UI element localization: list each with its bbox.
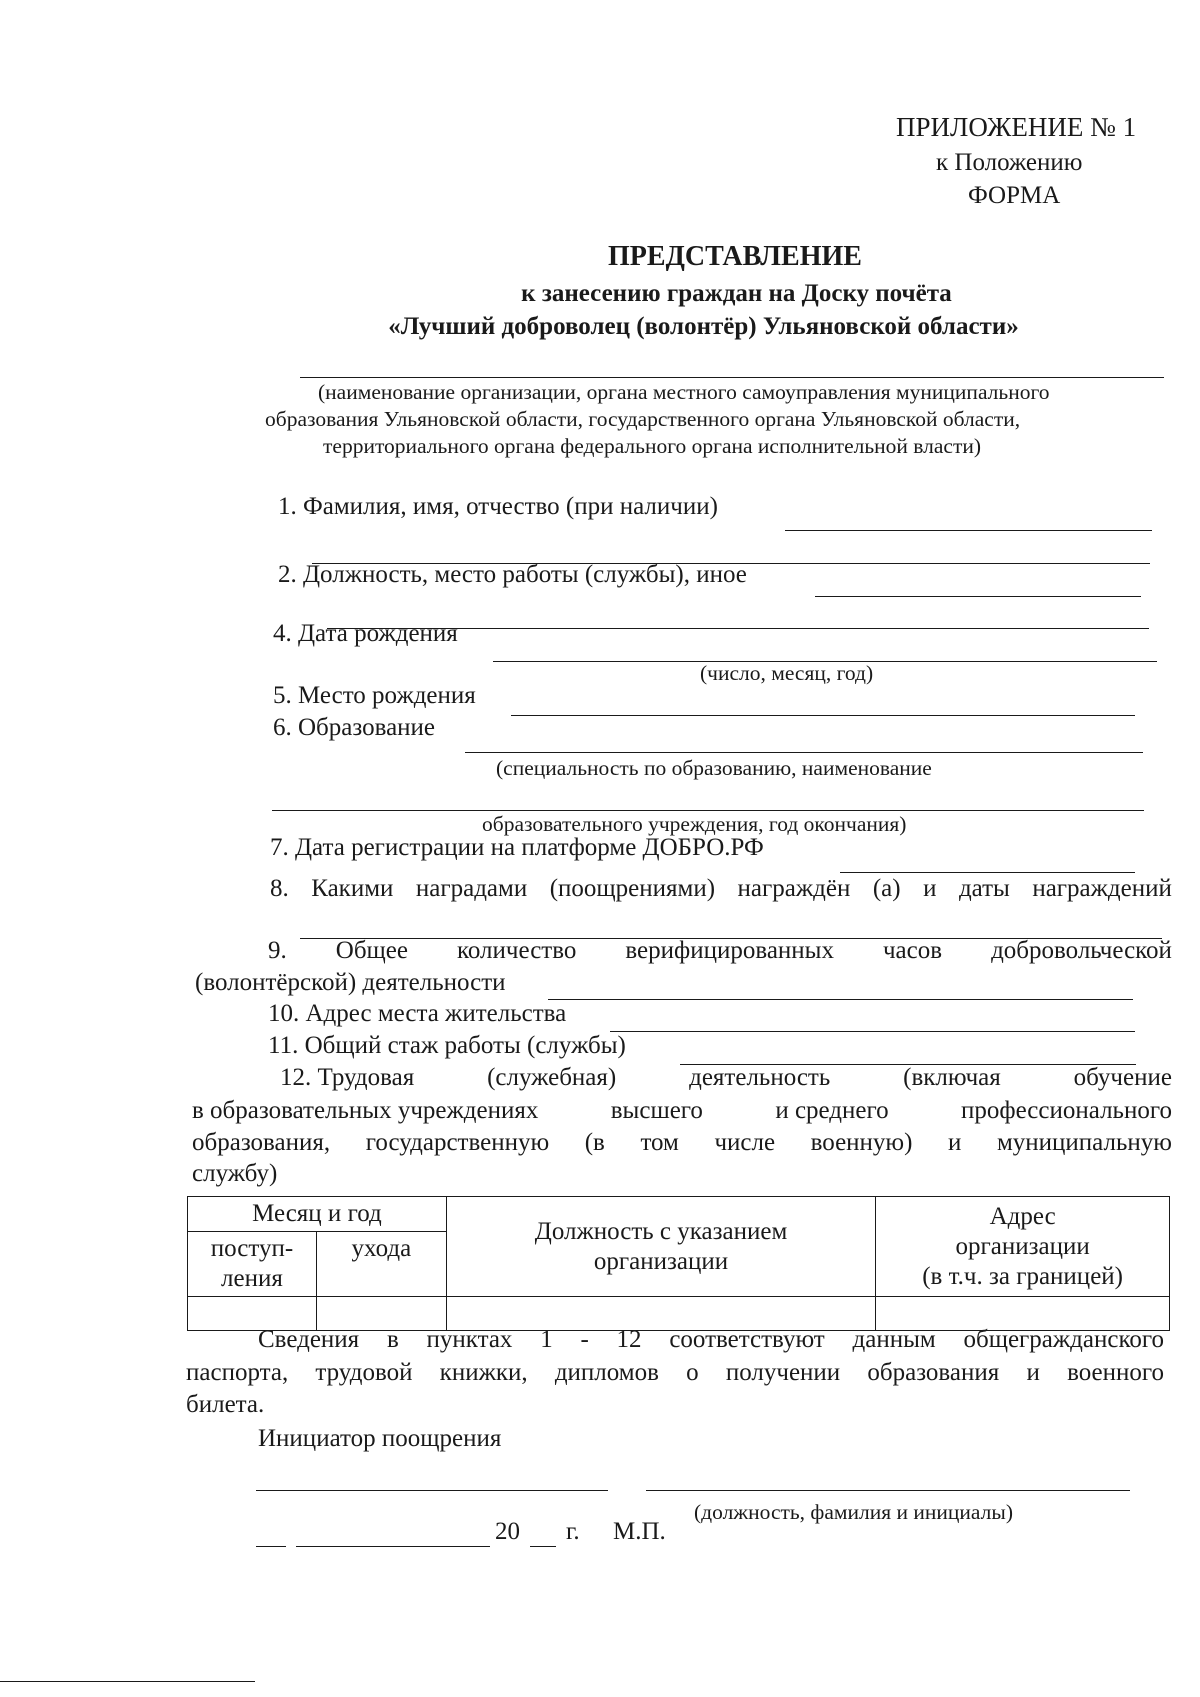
field-8-word: (а) [872, 875, 901, 902]
field-12-word: государственную [365, 1129, 550, 1156]
position-header [446, 1197, 875, 1297]
footnote-separator [0, 1681, 255, 1682]
field-2-label: 2. Должность, место работы (службы), иное [278, 561, 747, 588]
field-6-hint-2: образовательного учреждения, год окончания) [482, 812, 907, 836]
field-8-word: наградами [415, 875, 528, 902]
date-year-prefix: 20 [495, 1518, 520, 1545]
date-month-line[interactable] [296, 1546, 490, 1547]
field-10-input-line[interactable] [610, 1031, 1135, 1032]
field-12-word: деятельность [689, 1064, 831, 1091]
confirmation-word: пунктах [426, 1326, 513, 1353]
field-12-word: и среднего [775, 1097, 889, 1124]
confirmation-word: дипломов [554, 1359, 659, 1386]
confirmation-word: паспорта, [186, 1359, 289, 1386]
field-1-input-line[interactable] [785, 530, 1152, 531]
field-5-input-line[interactable] [511, 715, 1135, 716]
confirmation-line-2 [186, 1359, 1164, 1387]
title-line-2: к занесению граждан на Доску почёта [521, 280, 952, 307]
leave-header: ухода [316, 1232, 446, 1297]
address-header-line-2: организации [955, 1232, 1090, 1260]
field-7-label: 7. Дата регистрации на платформе ДОБРО.РФ [270, 834, 764, 861]
initiator-hint: (должность, фамилия и инициалы) [694, 1500, 1013, 1524]
date-day-line[interactable] [256, 1546, 286, 1547]
initiator-signature-line[interactable] [256, 1490, 608, 1491]
appendix-number: ПРИЛОЖЕНИЕ № 1 [896, 112, 1137, 142]
confirmation-word: военного [1067, 1359, 1164, 1386]
field-8-word: даты [958, 875, 1010, 902]
field-8-word: и [923, 875, 937, 902]
field-9-word: количество [457, 937, 577, 964]
field-12-word: высшего [610, 1097, 703, 1124]
field-9-label-row [268, 937, 1172, 965]
to-regulation: к Положению [936, 149, 1083, 176]
field-6-input-line[interactable] [465, 752, 1143, 753]
entry-header-line-2: ления [221, 1265, 283, 1292]
field-9-word: добровольческой [991, 937, 1172, 964]
field-7-input-line[interactable] [840, 872, 1135, 873]
field-12-word: (служебная) [487, 1064, 617, 1091]
entry-header [188, 1232, 317, 1297]
document-title: ПРЕДСТАВЛЕНИЕ [608, 241, 862, 272]
field-12-word: образования, [192, 1129, 331, 1156]
address-header [876, 1197, 1170, 1297]
position-header-line-1: Должность с указанием [534, 1217, 788, 1245]
field-6-label: 6. Образование [273, 714, 436, 741]
field-4-hint: (число, месяц, год) [700, 661, 874, 685]
field-9-word: часов [882, 937, 943, 964]
entry-header-line-1: поступ- [210, 1235, 294, 1262]
field-8-word: (поощрениями) [549, 875, 716, 902]
confirmation-line-3: билета. [186, 1391, 265, 1418]
confirmation-word: о [686, 1359, 699, 1386]
field-9-word: 9. [268, 937, 287, 964]
confirmation-word: - [580, 1326, 589, 1353]
field-9-word: верифицированных [625, 937, 834, 964]
field-10-label: 10. Адрес места жительства [268, 1000, 567, 1027]
field-9-label-2: (волонтёрской) деятельности [195, 969, 506, 996]
confirmation-word: 12 [616, 1326, 642, 1353]
confirmation-word: трудовой [315, 1359, 413, 1386]
address-header-line-3: (в т.ч. за границей) [922, 1262, 1123, 1290]
month-year-header: Месяц и год [188, 1197, 447, 1232]
employment-table [187, 1196, 1170, 1331]
stamp-place: М.П. [613, 1518, 666, 1545]
confirmation-word: соответствуют [669, 1326, 825, 1353]
field-12-word: 12. Трудовая [280, 1064, 415, 1091]
field-1-label: 1. Фамилия, имя, отчество (при наличии) [278, 493, 718, 520]
position-header-line-2: организации [593, 1247, 729, 1275]
field-12-word: обучение [1073, 1064, 1172, 1091]
field-12-word: том [640, 1129, 679, 1156]
field-12-word: и [948, 1129, 962, 1156]
field-8-word: Какими [311, 875, 394, 902]
field-8-word: награждён [737, 875, 851, 902]
confirmation-word: Сведения [258, 1326, 360, 1353]
address-header-line-1: Адрес [989, 1202, 1056, 1230]
form-label: ФОРМА [968, 182, 1061, 209]
confirmation-word: получении [725, 1359, 841, 1386]
field-6-continuation-line[interactable] [272, 810, 1144, 811]
field-12-line-1 [280, 1064, 1172, 1092]
field-8-word: 8. [270, 875, 289, 902]
field-8-word: награждений [1032, 875, 1172, 902]
field-12-word: числе [714, 1129, 776, 1156]
field-12-word: (в [584, 1129, 605, 1156]
field-8-label-row [270, 875, 1172, 903]
field-12-word: в образовательных учреждениях [192, 1097, 539, 1124]
confirmation-word: книжки, [439, 1359, 528, 1386]
confirmation-word: 1 [540, 1326, 553, 1353]
date-year-suffix: г. [566, 1518, 580, 1545]
field-12-word: профессионального [961, 1097, 1172, 1124]
confirmation-word: образования [867, 1359, 1000, 1386]
field-6-hint-1: (специальность по образованию, наименование [496, 756, 932, 780]
org-caption-3: территориального органа федерального органа исполнительной власти) [323, 434, 982, 458]
confirmation-word: в [386, 1326, 399, 1353]
field-9-input-line[interactable] [548, 999, 1133, 1000]
field-5-label: 5. Место рождения [273, 682, 476, 709]
confirmation-word: данным [852, 1326, 936, 1353]
field-12-word: (включая [903, 1064, 1001, 1091]
confirmation-word: общегражданского [963, 1326, 1164, 1353]
title-line-3: «Лучший доброволец (волонтёр) Ульяновской области» [388, 313, 1019, 340]
date-year-line[interactable] [530, 1546, 556, 1547]
org-caption-2: образования Ульяновской области, государственного органа Ульяновской области, [265, 407, 1021, 431]
field-2-input-line[interactable] [815, 596, 1141, 597]
field-4-label: 4. Дата рождения [273, 620, 458, 647]
initiator-label: Инициатор поощрения [258, 1425, 502, 1452]
field-9-word: Общее [335, 937, 408, 964]
org-caption-1: (наименование организации, органа местного самоуправления муниципального [318, 380, 1050, 404]
initiator-name-line[interactable] [646, 1490, 1130, 1491]
field-12-word: военную) [810, 1129, 913, 1156]
field-12-line-3 [192, 1129, 1172, 1157]
confirmation-word: и [1026, 1359, 1040, 1386]
field-12-line-4: службу) [192, 1160, 278, 1187]
field-12-line-2 [192, 1097, 1172, 1125]
field-12-word: муниципальную [996, 1129, 1172, 1156]
org-name-line[interactable] [300, 377, 1164, 378]
field-11-label: 11. Общий стаж работы (службы) [268, 1032, 626, 1059]
confirmation-line-1 [258, 1326, 1164, 1354]
